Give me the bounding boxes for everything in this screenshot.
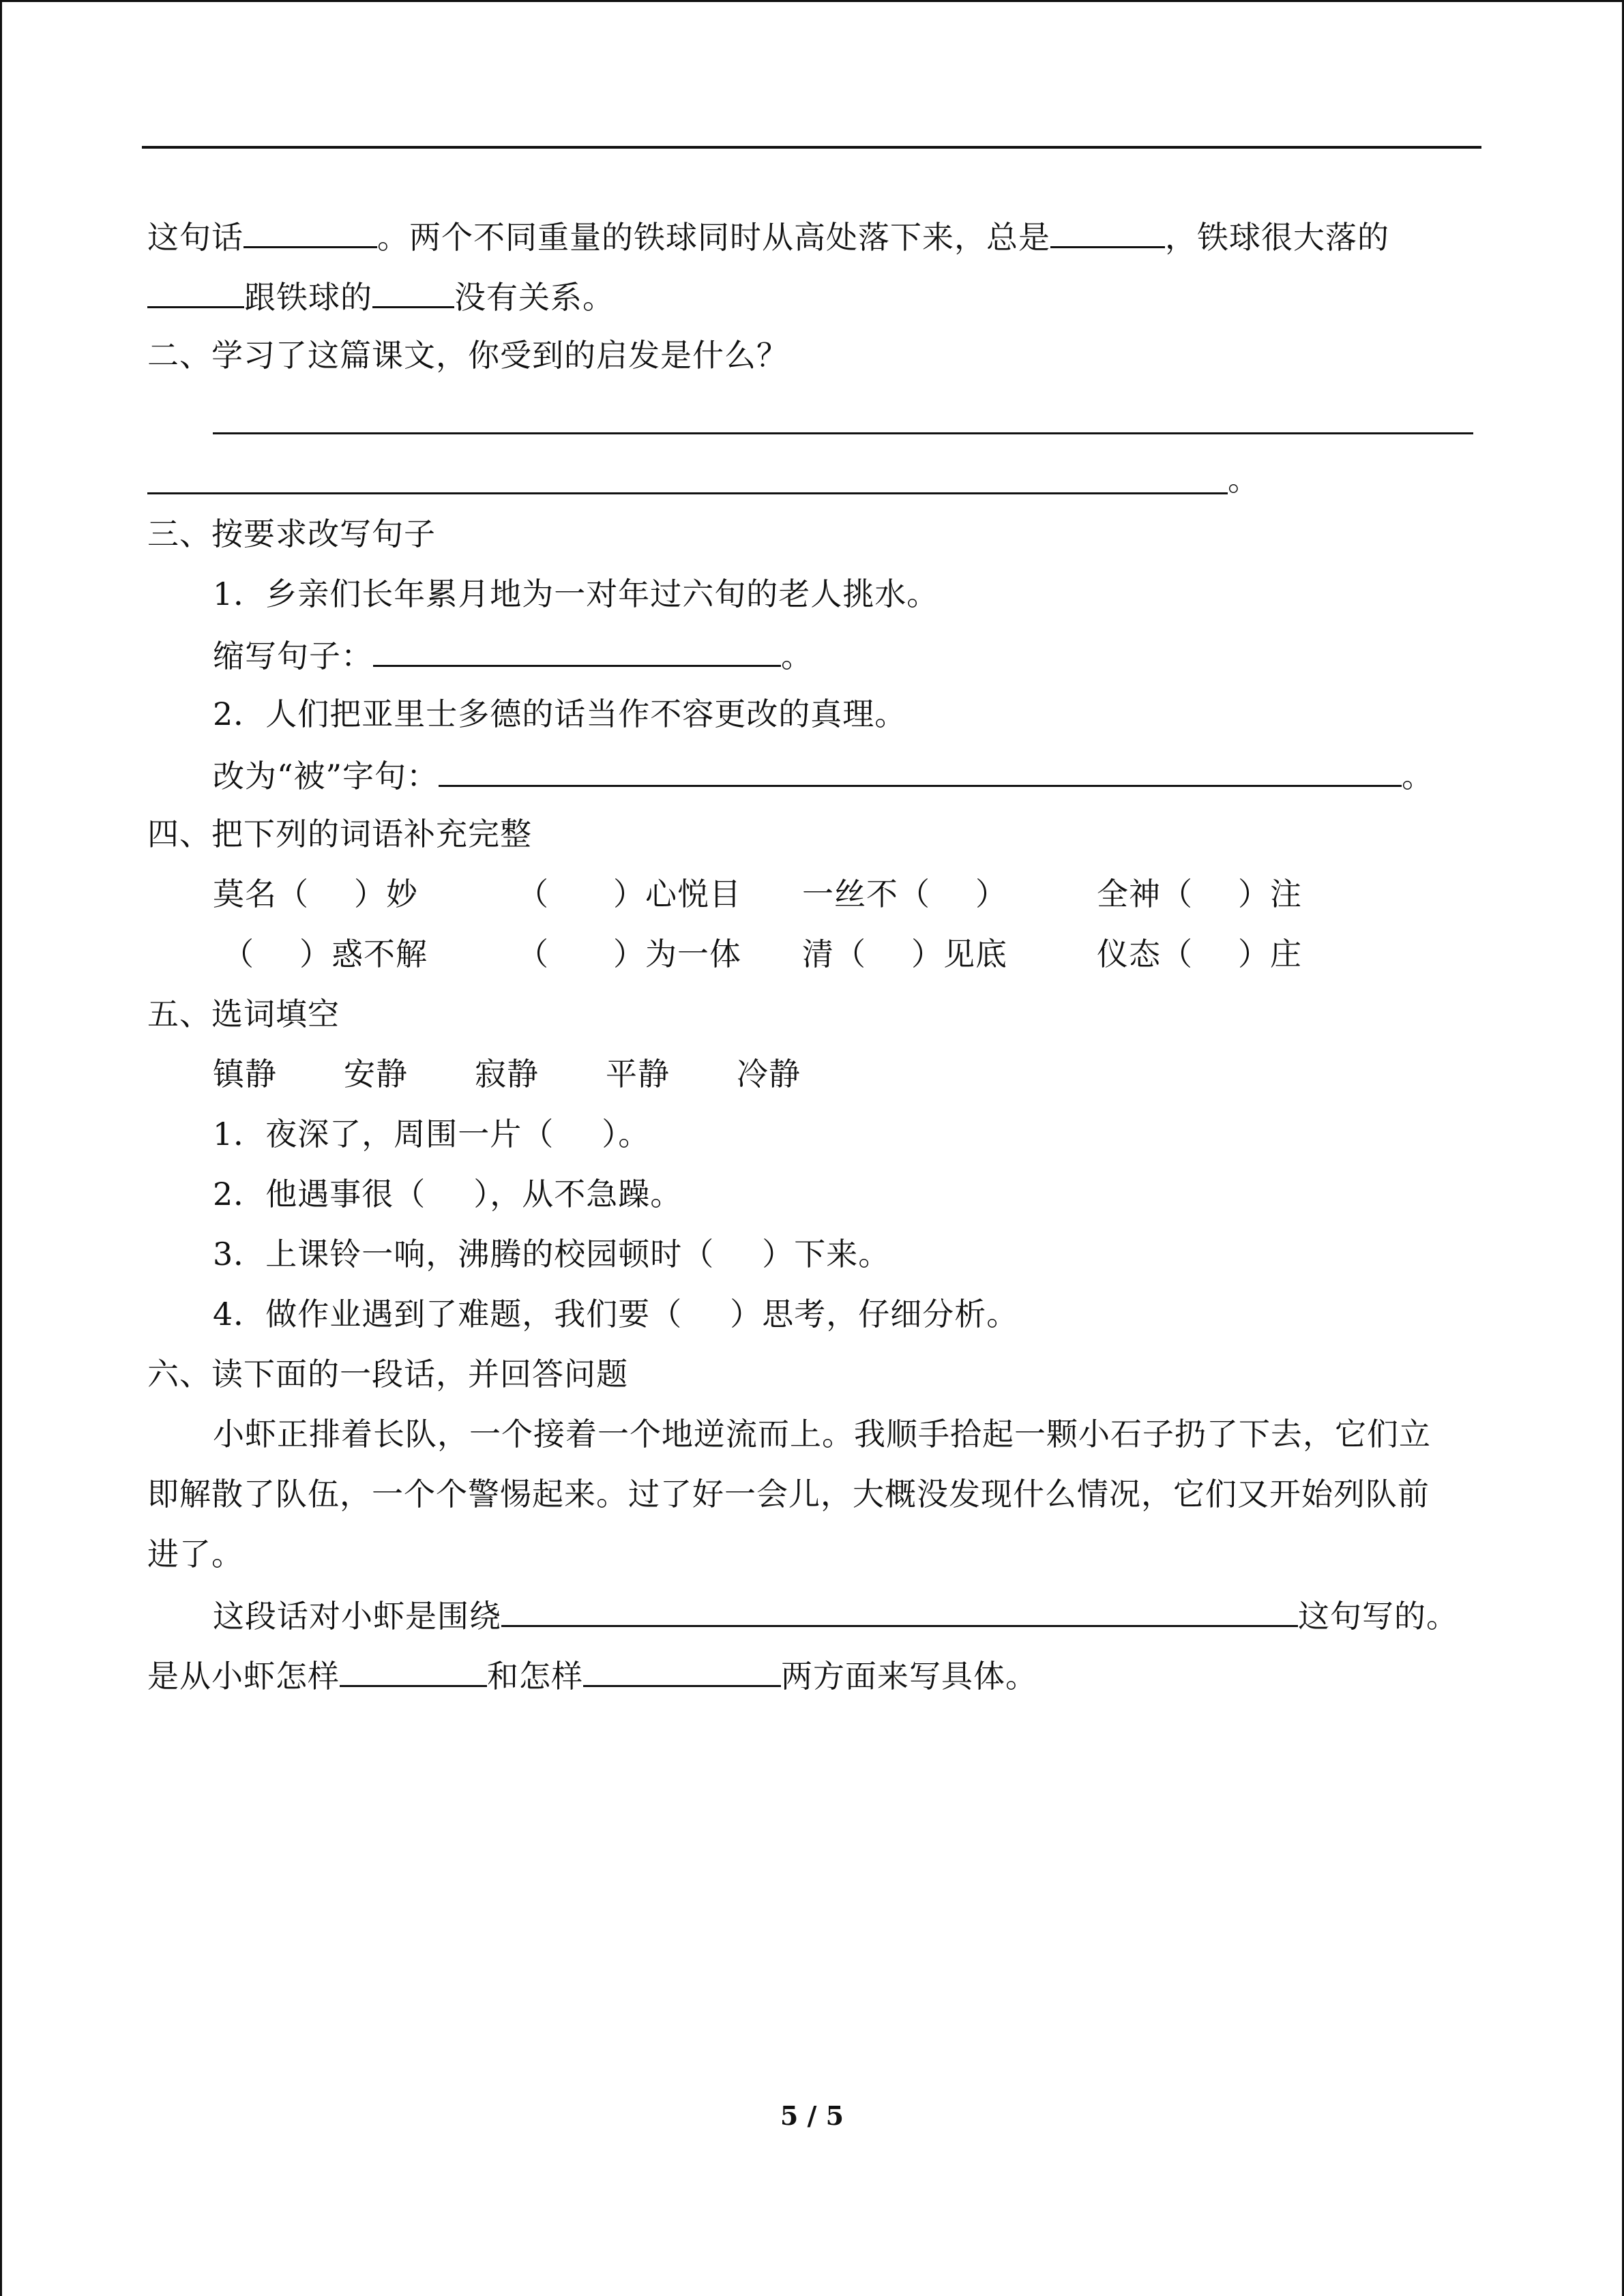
word-choice: 寂静 <box>475 1056 539 1092</box>
rewrite-question-1: 1．乡亲们长年累月地为一对年过六旬的老人挑水。 <box>213 576 939 612</box>
carry-text: 跟铁球的 <box>244 279 372 316</box>
answer-blank[interactable] <box>373 632 781 667</box>
fill-question-4: 4．做作业遇到了难题，我们要（ ）思考，仔细分析。 <box>213 1296 1019 1332</box>
idiom-item: （ ）惑不解 <box>222 936 428 972</box>
idiom-item: 全神（ ）注 <box>1097 876 1302 912</box>
fill-question-2: 2．他遇事很（ ），从不急躁。 <box>213 1176 683 1212</box>
period: 。 <box>1402 758 1434 794</box>
section-6-title: 六、读下面的一段话，并回答问题 <box>147 1356 628 1392</box>
answer-blank[interactable] <box>583 1652 781 1687</box>
period: 。 <box>781 638 813 674</box>
answer-blank[interactable] <box>372 273 454 308</box>
page-number: 5 / 5 <box>780 2100 844 2131</box>
answer-label: 缩写句子： <box>213 638 373 674</box>
carry-text: 没有关系。 <box>454 279 615 316</box>
answer-blank[interactable] <box>501 1592 1298 1627</box>
answer-blank[interactable] <box>243 213 377 248</box>
question-line-2: 是从小虾怎样 和怎样 两方面来写具体。 <box>147 1652 1037 1696</box>
carry-text: 这句话 <box>147 219 243 256</box>
word-choice: 平静 <box>606 1056 670 1092</box>
answer-blank[interactable] <box>1050 213 1165 248</box>
carry-text: 。两个不同重量的铁球同时从高处落下来，总是 <box>377 219 1050 256</box>
rewrite-question-2: 2．人们把亚里士多德的话当作不容更改的真理。 <box>213 696 907 732</box>
fill-question-1: 1．夜深了，周围一片（ ）。 <box>213 1116 651 1152</box>
header-rule <box>142 146 1481 149</box>
rewrite-answer-1 <box>213 632 813 676</box>
idiom-item: （ ）为一体 <box>517 936 741 972</box>
carry-text: ，铁球很大落的 <box>1165 219 1389 256</box>
passage-line: 小虾正排着长队，一个接着一个地逆流而上。我顺手拾起一颗小石子扔了下去，它们立 <box>213 1416 1431 1452</box>
question-line-1: 这段话对小虾是围绕 这句写的。 <box>213 1592 1458 1636</box>
carry-line-2 <box>147 273 615 317</box>
idiom-item: 仪态（ ）庄 <box>1097 936 1302 972</box>
section-3-title: 三、按要求改写句子 <box>147 516 436 552</box>
page-border-left <box>0 0 2 2296</box>
answer-blank[interactable] <box>340 1652 487 1687</box>
word-choice: 安静 <box>344 1056 408 1092</box>
word-choice: 冷静 <box>737 1056 801 1092</box>
passage-line: 进了。 <box>147 1536 243 1572</box>
answer-line[interactable] <box>147 492 1228 494</box>
passage-line: 即解散了队伍，一个个警惕起来。过了好一会儿，大概没发现什么情况，它们又开始列队前 <box>147 1476 1430 1512</box>
section-4-title: 四、把下列的词语补充完整 <box>147 816 532 852</box>
idiom-item: 清（ ）见底 <box>802 936 1007 972</box>
answer-label: 改为“被”字句： <box>213 758 439 794</box>
idiom-item: （ ）心悦目 <box>517 876 741 912</box>
idiom-item: 莫名（ ）妙 <box>213 876 418 912</box>
answer-blank[interactable] <box>147 273 244 308</box>
word-choice: 镇静 <box>213 1056 277 1092</box>
page-border-top <box>0 0 1624 2</box>
answer-line[interactable] <box>213 432 1473 434</box>
section-5-title: 五、选词填空 <box>147 996 340 1032</box>
period: 。 <box>1228 461 1260 498</box>
answer-blank[interactable] <box>439 752 1402 787</box>
fill-question-3: 3．上课铃一响，沸腾的校园顿时（ ）下来。 <box>213 1236 891 1272</box>
section-2-title: 二、学习了这篇课文，你受到的启发是什么？ <box>147 337 788 374</box>
idiom-item: 一丝不（ ） <box>802 876 1007 912</box>
rewrite-answer-2 <box>213 752 1434 796</box>
carry-line-1 <box>147 213 1389 257</box>
